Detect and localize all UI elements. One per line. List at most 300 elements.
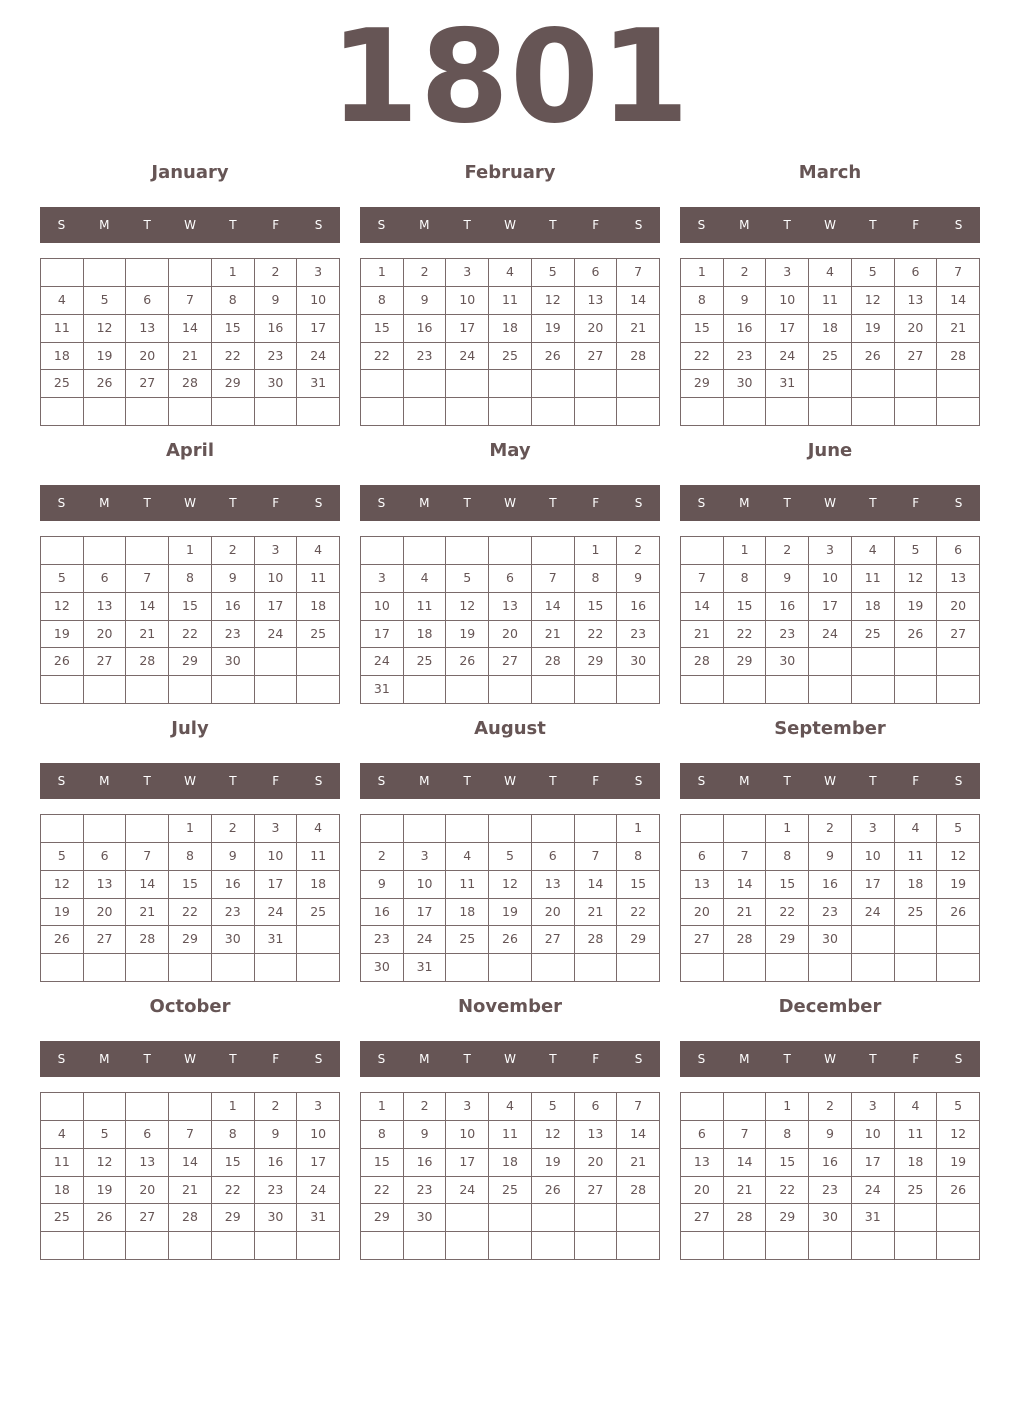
day-cell: [681, 954, 724, 982]
day-cell: 4: [489, 259, 532, 287]
day-cell: 16: [212, 871, 255, 899]
weekday-label: M: [739, 496, 750, 510]
day-cell: 4: [446, 843, 489, 871]
day-cell: [724, 398, 767, 426]
day-cell: 31: [255, 926, 298, 954]
day-cell: 12: [937, 843, 980, 871]
month-name: November: [457, 996, 563, 1017]
day-cell: 15: [617, 871, 660, 899]
day-cell: 26: [446, 648, 489, 676]
day-cell: [724, 954, 767, 982]
day-cell: 21: [126, 899, 169, 927]
day-cell: 24: [766, 343, 809, 371]
day-cell: 13: [681, 871, 724, 899]
day-cell: 3: [255, 815, 298, 843]
day-cell: 24: [852, 899, 895, 927]
day-cell: [895, 676, 938, 704]
month-block-december: [680, 992, 980, 1270]
day-cell: 15: [766, 1149, 809, 1177]
day-cell: 3: [297, 259, 340, 287]
day-cell: 26: [84, 370, 127, 398]
day-cell: 27: [681, 926, 724, 954]
day-cell: 23: [617, 621, 660, 649]
day-cell: 28: [724, 926, 767, 954]
day-cell: 10: [404, 871, 447, 899]
day-cell: [84, 1093, 127, 1121]
day-cell: 5: [489, 843, 532, 871]
day-cell: 16: [404, 315, 447, 343]
day-cell: 31: [852, 1204, 895, 1232]
weekday-label: S: [377, 218, 386, 232]
day-cell: 21: [681, 621, 724, 649]
day-cell: 6: [681, 1121, 724, 1149]
weekday-label: S: [954, 774, 963, 788]
day-cell: 4: [895, 815, 938, 843]
weekday-label: W: [504, 1052, 516, 1066]
day-cell: 11: [41, 1149, 84, 1177]
day-cell: 27: [575, 343, 618, 371]
weekday-label: S: [634, 774, 643, 788]
day-cell: 7: [681, 565, 724, 593]
day-cell: [852, 398, 895, 426]
day-cell: 30: [212, 926, 255, 954]
day-cell: [446, 1232, 489, 1260]
day-cell: 22: [169, 621, 212, 649]
day-cell: 4: [41, 287, 84, 315]
day-cell: [41, 815, 84, 843]
day-cell: 19: [446, 621, 489, 649]
day-cell: 5: [937, 1093, 980, 1121]
weekday-label: S: [314, 1052, 323, 1066]
day-cell: 2: [361, 843, 404, 871]
day-cell: 18: [404, 621, 447, 649]
day-cell: 21: [126, 621, 169, 649]
day-cell: 10: [255, 843, 298, 871]
day-cell: [895, 954, 938, 982]
day-cell: [937, 676, 980, 704]
weekday-label: F: [592, 218, 600, 232]
day-cell: 2: [404, 259, 447, 287]
day-cell: [404, 815, 447, 843]
day-cell: 14: [724, 1149, 767, 1177]
day-cell: 2: [617, 537, 660, 565]
day-cell: 16: [617, 593, 660, 621]
day-cell: 25: [297, 899, 340, 927]
day-cell: 29: [724, 648, 767, 676]
day-cell: 15: [724, 593, 767, 621]
day-cell: 19: [41, 621, 84, 649]
day-cell: [532, 815, 575, 843]
weekday-header: [680, 207, 980, 243]
day-cell: [895, 1232, 938, 1260]
day-cell: 16: [255, 315, 298, 343]
day-cell: 27: [681, 1204, 724, 1232]
day-cell: 1: [361, 259, 404, 287]
month-block-september: [680, 714, 980, 992]
day-cell: [489, 676, 532, 704]
weekday-label: M: [739, 1052, 750, 1066]
day-cell: 5: [41, 843, 84, 871]
day-cell: [766, 954, 809, 982]
day-cell: [489, 815, 532, 843]
day-cell: 8: [212, 287, 255, 315]
weekday-header: [360, 485, 660, 521]
day-cell: 25: [489, 1177, 532, 1205]
day-cell: [575, 398, 618, 426]
day-cell: 18: [489, 1149, 532, 1177]
weekday-label: T: [229, 1052, 237, 1066]
day-cell: 14: [937, 287, 980, 315]
day-cell: 24: [446, 1177, 489, 1205]
day-cell: [681, 537, 724, 565]
day-cell: 18: [895, 871, 938, 899]
day-cell: 27: [489, 648, 532, 676]
day-cell: 4: [895, 1093, 938, 1121]
day-cell: 30: [766, 648, 809, 676]
day-cell: [809, 370, 852, 398]
day-cell: [297, 1232, 340, 1260]
weekday-header: [680, 763, 980, 799]
weekday-label: T: [143, 1052, 151, 1066]
day-cell: [255, 1232, 298, 1260]
day-cell: 9: [404, 287, 447, 315]
day-cell: [532, 954, 575, 982]
weekday-label: S: [634, 496, 643, 510]
weekday-label: S: [57, 496, 66, 510]
day-cell: 29: [617, 926, 660, 954]
weekday-label: T: [549, 218, 557, 232]
month-name: September: [774, 718, 886, 739]
day-cell: 21: [575, 899, 618, 927]
day-cell: 9: [404, 1121, 447, 1149]
day-cell: 15: [361, 1149, 404, 1177]
month-block-june: [680, 436, 980, 714]
day-cell: 17: [852, 871, 895, 899]
day-cell: 24: [852, 1177, 895, 1205]
weekday-label: W: [504, 218, 516, 232]
day-cell: 1: [212, 1093, 255, 1121]
day-cell: 1: [212, 259, 255, 287]
day-cell: [937, 648, 980, 676]
day-cell: 27: [126, 370, 169, 398]
year-title: 1801: [329, 3, 691, 152]
weekday-header: [360, 207, 660, 243]
day-cell: 8: [766, 843, 809, 871]
day-cell: 15: [681, 315, 724, 343]
day-cell: 21: [937, 315, 980, 343]
day-cell: 26: [852, 343, 895, 371]
month-name: October: [149, 996, 231, 1017]
day-cell: [446, 398, 489, 426]
day-cell: [617, 370, 660, 398]
day-cell: [361, 398, 404, 426]
day-cell: 29: [169, 926, 212, 954]
day-cell: [446, 370, 489, 398]
day-cell: 20: [575, 1149, 618, 1177]
weekday-header: [40, 485, 340, 521]
day-cell: [852, 1232, 895, 1260]
day-cell: [212, 954, 255, 982]
day-cell: 28: [575, 926, 618, 954]
weekday-label: M: [739, 774, 750, 788]
day-cell: 6: [126, 1121, 169, 1149]
day-cell: 24: [255, 899, 298, 927]
day-cell: 12: [852, 287, 895, 315]
day-cell: [212, 398, 255, 426]
day-cell: 17: [766, 315, 809, 343]
weekday-label: M: [419, 496, 430, 510]
day-cell: [617, 1204, 660, 1232]
day-cell: 29: [766, 1204, 809, 1232]
weekday-label: T: [549, 496, 557, 510]
day-cell: 2: [255, 1093, 298, 1121]
weekday-label: T: [463, 218, 471, 232]
day-cell: [937, 926, 980, 954]
day-cell: [169, 398, 212, 426]
day-cell: 3: [255, 537, 298, 565]
day-cell: 9: [809, 843, 852, 871]
day-cell: [41, 676, 84, 704]
day-cell: 6: [489, 565, 532, 593]
weekday-label: F: [272, 496, 280, 510]
day-cell: 4: [404, 565, 447, 593]
day-cell: 14: [169, 315, 212, 343]
day-cell: 20: [84, 899, 127, 927]
day-cell: 3: [852, 1093, 895, 1121]
day-cell: [809, 398, 852, 426]
weekday-label: T: [783, 218, 791, 232]
day-cell: 5: [84, 1121, 127, 1149]
weekday-label: S: [954, 1052, 963, 1066]
weekday-label: S: [314, 218, 323, 232]
day-cell: 12: [937, 1121, 980, 1149]
day-cell: 6: [126, 287, 169, 315]
day-cell: [169, 1093, 212, 1121]
day-cell: 17: [255, 593, 298, 621]
day-cell: 24: [446, 343, 489, 371]
weekday-header: [40, 763, 340, 799]
day-cell: 5: [532, 1093, 575, 1121]
day-cell: 19: [41, 899, 84, 927]
month-name: December: [778, 996, 882, 1017]
day-cell: 20: [489, 621, 532, 649]
weekday-label: T: [229, 774, 237, 788]
day-cell: 22: [766, 899, 809, 927]
day-cell: 8: [575, 565, 618, 593]
month-block-may: [360, 436, 660, 714]
day-cell: 27: [895, 343, 938, 371]
day-cell: 1: [766, 815, 809, 843]
weekday-label: W: [824, 774, 836, 788]
day-cell: 9: [617, 565, 660, 593]
day-cell: [532, 537, 575, 565]
month-block-august: [360, 714, 660, 992]
day-cell: 26: [532, 343, 575, 371]
day-cell: 19: [937, 1149, 980, 1177]
calendar-grid: [40, 158, 980, 1270]
day-cell: 20: [126, 1177, 169, 1205]
day-cell: 12: [446, 593, 489, 621]
day-cell: 22: [212, 1177, 255, 1205]
day-cell: 23: [212, 621, 255, 649]
day-cell: [41, 259, 84, 287]
weekday-label: T: [869, 218, 877, 232]
day-cell: [681, 815, 724, 843]
day-cell: 25: [41, 370, 84, 398]
weekday-label: T: [463, 774, 471, 788]
weekday-label: W: [504, 496, 516, 510]
day-cell: 25: [895, 1177, 938, 1205]
day-cell: [297, 676, 340, 704]
day-cell: [297, 648, 340, 676]
day-cell: [575, 676, 618, 704]
day-cell: 23: [255, 1177, 298, 1205]
day-cell: 30: [809, 1204, 852, 1232]
day-cell: 30: [617, 648, 660, 676]
day-cell: 25: [446, 926, 489, 954]
day-cell: [532, 1232, 575, 1260]
day-cell: [169, 1232, 212, 1260]
day-cell: [41, 398, 84, 426]
day-cell: [404, 370, 447, 398]
day-cell: 6: [575, 1093, 618, 1121]
month-name: March: [798, 162, 862, 183]
weekday-header: [40, 207, 340, 243]
day-cell: [41, 1232, 84, 1260]
day-cell: [766, 398, 809, 426]
day-cell: 17: [361, 621, 404, 649]
day-cell: 30: [255, 370, 298, 398]
day-grid: [360, 258, 660, 426]
day-cell: 23: [255, 343, 298, 371]
day-cell: 11: [41, 315, 84, 343]
day-cell: [681, 1232, 724, 1260]
day-cell: 26: [489, 926, 532, 954]
day-cell: 13: [937, 565, 980, 593]
weekday-label: W: [184, 1052, 196, 1066]
day-cell: [575, 370, 618, 398]
day-cell: 19: [895, 593, 938, 621]
weekday-label: S: [697, 774, 706, 788]
day-cell: [895, 398, 938, 426]
weekday-header: [40, 1041, 340, 1077]
day-cell: 11: [404, 593, 447, 621]
day-cell: 25: [852, 621, 895, 649]
day-cell: [361, 815, 404, 843]
day-grid: [680, 1092, 980, 1260]
day-cell: [169, 676, 212, 704]
day-cell: 23: [809, 1177, 852, 1205]
weekday-label: F: [912, 774, 920, 788]
day-cell: 13: [489, 593, 532, 621]
day-cell: [489, 1232, 532, 1260]
day-cell: 25: [809, 343, 852, 371]
weekday-label: S: [954, 218, 963, 232]
day-cell: [575, 1232, 618, 1260]
day-cell: 1: [724, 537, 767, 565]
day-cell: 1: [361, 1093, 404, 1121]
day-cell: 29: [169, 648, 212, 676]
weekday-label: F: [912, 218, 920, 232]
day-cell: 13: [84, 593, 127, 621]
weekday-label: T: [143, 774, 151, 788]
day-cell: 17: [446, 1149, 489, 1177]
day-cell: 24: [361, 648, 404, 676]
day-cell: [489, 537, 532, 565]
day-cell: 4: [41, 1121, 84, 1149]
day-cell: 7: [169, 287, 212, 315]
day-cell: 12: [84, 1149, 127, 1177]
day-cell: 22: [724, 621, 767, 649]
weekday-label: W: [824, 218, 836, 232]
month-name: May: [489, 440, 531, 461]
day-cell: 11: [895, 1121, 938, 1149]
weekday-label: T: [869, 496, 877, 510]
day-cell: [126, 1093, 169, 1121]
day-cell: 11: [297, 565, 340, 593]
day-cell: 6: [84, 843, 127, 871]
day-cell: [41, 1093, 84, 1121]
day-cell: [84, 259, 127, 287]
weekday-label: T: [143, 496, 151, 510]
day-cell: 1: [169, 537, 212, 565]
day-cell: [255, 676, 298, 704]
day-cell: [895, 648, 938, 676]
day-cell: 7: [617, 259, 660, 287]
day-cell: 20: [575, 315, 618, 343]
day-cell: 17: [852, 1149, 895, 1177]
day-cell: 10: [852, 843, 895, 871]
day-cell: [446, 954, 489, 982]
day-cell: 16: [809, 1149, 852, 1177]
weekday-label: M: [419, 218, 430, 232]
day-cell: 14: [724, 871, 767, 899]
day-cell: [895, 370, 938, 398]
day-cell: 6: [937, 537, 980, 565]
day-cell: 12: [41, 593, 84, 621]
day-cell: 19: [937, 871, 980, 899]
day-cell: 18: [297, 593, 340, 621]
weekday-label: T: [229, 496, 237, 510]
day-cell: 27: [532, 926, 575, 954]
day-cell: 25: [41, 1204, 84, 1232]
day-cell: 1: [575, 537, 618, 565]
day-cell: 7: [532, 565, 575, 593]
month-block-april: [40, 436, 340, 714]
day-cell: 17: [404, 899, 447, 927]
weekday-label: F: [272, 774, 280, 788]
weekday-label: F: [912, 1052, 920, 1066]
weekday-label: F: [592, 496, 600, 510]
day-cell: [575, 815, 618, 843]
day-cell: [489, 398, 532, 426]
day-cell: [809, 954, 852, 982]
weekday-label: T: [783, 1052, 791, 1066]
day-cell: 14: [169, 1149, 212, 1177]
day-cell: [404, 1232, 447, 1260]
day-cell: 2: [766, 537, 809, 565]
weekday-header: [680, 485, 980, 521]
day-cell: 11: [809, 287, 852, 315]
day-cell: [212, 1232, 255, 1260]
weekday-label: S: [954, 496, 963, 510]
day-cell: 19: [489, 899, 532, 927]
day-cell: [361, 1232, 404, 1260]
day-cell: 12: [489, 871, 532, 899]
day-cell: 30: [361, 954, 404, 982]
day-cell: 29: [361, 1204, 404, 1232]
day-cell: 7: [724, 843, 767, 871]
